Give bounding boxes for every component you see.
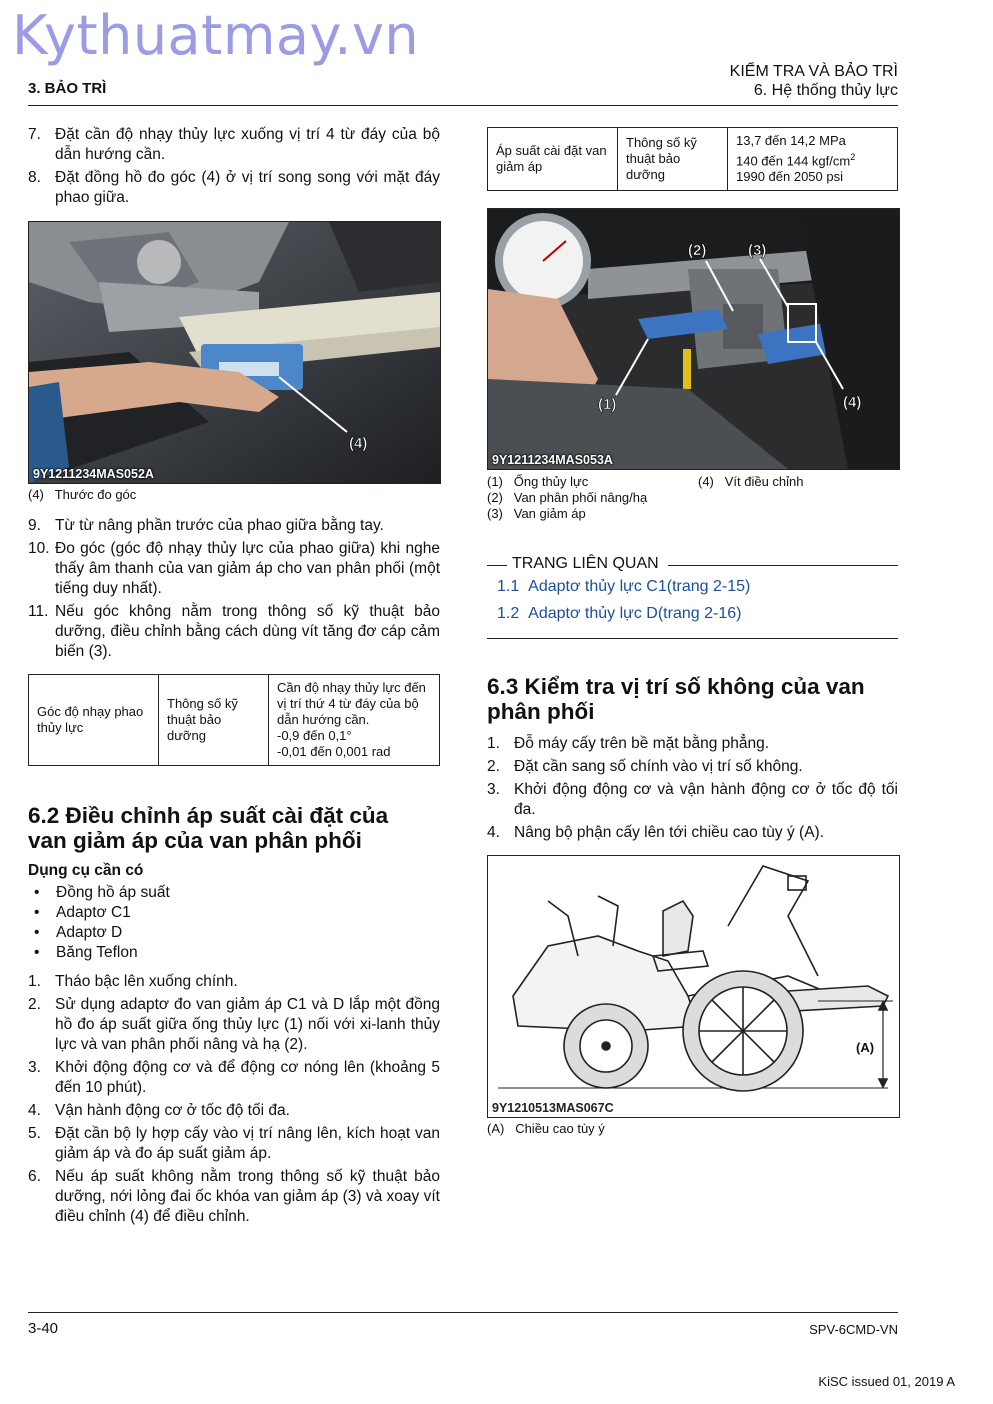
tools-list [28,883,440,963]
related-pages-title: TRANG LIÊN QUAN [512,555,659,572]
related-link-d[interactable]: 1.2 Adaptơ thủy lực D(trang 2-16) [497,605,742,622]
list-item: 8. Đặt đồng hồ đo góc (4) ở vị trí song song với mặt đáy phao giữa. [28,169,440,206]
photo1-code: 9Y1211234MAS052A [33,467,154,481]
section-heading-6-3: 6.3 Kiểm tra vị trí số không của van phân phối [487,674,865,724]
diagram-caption: (A) Chiều cao tùy ý [487,1121,605,1136]
list-item: 2. Đặt cần sang số chính vào vị trí số không. [487,758,803,775]
section-header: 3. BẢO TRÌ [28,80,107,97]
list-item: • Đồng hồ áp suất [34,884,170,901]
photo1-caption: (4) Thước đo góc [28,487,137,502]
section-heading-6-2: 6.2 Điều chỉnh áp suất cài đặt của van giảm áp của van phân phối [28,803,389,853]
steps-list-a [28,125,440,211]
list-item: • Adaptơ C1 [34,904,131,921]
diagram-code: 9Y1210513MAS067C [492,1101,614,1115]
photo2-code: 9Y1211234MAS053A [492,453,613,467]
list-item: 9. Từ từ nâng phần trước của phao giữa bằng tay. [28,517,384,534]
table-cell: Góc độ nhạy phao thủy lực [29,675,159,766]
list-item: 11. Nếu góc không nằm trong thông số kỹ thuật bảo dưỡng, điều chỉnh bằng cách dùng vít tăng đơ cáp cảm biến (3). [28,603,440,660]
list-item: • Adaptơ D [34,924,123,941]
list-item: 5. Đặt cần bộ ly hợp cấy vào vị trí nâng lên, kích hoạt van giảm áp và đo áp suất giảm áp. [28,1125,440,1162]
list-item: 3. Khởi động động cơ và để động cơ nóng lên (khoảng 5 đến 10 phút). [28,1059,440,1096]
photo2-callout-1: (1) [598,396,617,413]
angle-gauge-illustration [29,222,440,483]
list-item: 1. Tháo bậc lên xuống chính. [28,973,238,990]
table-cell: Thông số kỹ thuật bảo dưỡng [159,675,269,766]
watermark: Kythuatmay.vn [12,4,420,67]
angle-gauge-photo [28,221,441,484]
chapter-subtitle: 6. Hệ thống thủy lực [753,82,898,99]
list-item: 7. Đặt cần độ nhạy thủy lực xuống vị trí 4 từ đáy của bộ dẫn hướng cần. [28,126,440,163]
table-cell: Áp suất cài đặt van giảm áp [488,128,618,191]
list-item: 4. Vận hành động cơ ở tốc độ tối đa. [28,1102,290,1119]
footer-rule [28,1312,898,1313]
steps-list-c [28,972,440,1230]
header-rule [28,105,898,106]
related-rule-right [668,565,898,566]
related-link-c1[interactable]: 1.1 Adaptơ thủy lực C1(trang 2-15) [497,578,751,595]
table-cell: Cần độ nhạy thủy lực đến vị trí thứ 4 từ đáy của bộ dẫn hướng cần. -0,9 đến 0,1° -0,01 đến 0,001 rad [269,675,440,766]
pressure-gauge-illustration [488,209,899,469]
photo2-callout-3: (3) [748,242,767,259]
related-rule-bottom [487,638,898,639]
tools-title: Dụng cụ cần có [28,862,144,879]
list-item: 2. Sử dụng adaptơ đo van giảm áp C1 và D lắp một đồng hồ đo áp suất giữa ống thủy lực (1) nối với xi-lanh thủy lực và van phân phối nâng và hạ (2). [28,996,440,1053]
list-item: • Băng Teflon [34,944,138,961]
chapter-header [730,62,898,100]
transplanter-diagram [487,855,900,1118]
photo1-callout-label: (4) [349,435,368,452]
table-cell: 13,7 đến 14,2 MPa 140 đến 144 kgf/$cm^2$ 1990 đến 2050 psi [728,128,898,191]
page-number: 3-40 [28,1320,59,1337]
photo2-captions-right: (4) Vít điều chỉnh [698,474,804,489]
list-item: 10. Đo góc (góc độ nhạy thủy lực của phao giữa) khi nghe thấy âm thanh của van giảm áp cho van phân phối (một tiếng duy nhất). [28,540,440,597]
steps-list-d [487,734,898,846]
list-item: 6. Nếu áp suất không nằm trong thông số kỹ thuật bảo dưỡng, nới lỏng đai ốc khóa van giảm áp (3) và xoay vít điều chỉnh (4) để điều chỉnh. [28,1168,440,1225]
photo2-captions-left: (1) Ống thủy lực (2) Van phân phối nâng/hạ (3) Van giảm áp [487,474,648,521]
transplanter-line-drawing [488,856,899,1117]
chapter-title: KIỂM TRA VÀ BẢO TRÌ [729,63,898,80]
list-item: 3. Khởi động động cơ và vận hành động cơ ở tốc độ tối đa. [487,781,898,818]
document-code: SPV-6CMD-VN [809,1322,898,1337]
issue-note: KiSC issued 01, 2019 A [818,1374,955,1389]
diagram-height-label: (A) [856,1040,875,1055]
pressure-gauge-photo [487,208,900,470]
photo2-callout-2: (2) [688,242,707,259]
related-rule-left [487,565,507,566]
table-cell: Thông số kỹ thuật bảo dưỡng [618,128,728,191]
photo2-callout-4: (4) [843,394,862,411]
float-angle-spec-table [28,674,440,766]
relief-pressure-spec-table [487,127,898,191]
steps-list-b [28,516,440,665]
list-item: 4. Nâng bộ phận cấy lên tới chiều cao tùy ý (A). [487,824,824,841]
list-item: 1. Đỗ máy cấy trên bề mặt bằng phẳng. [487,735,770,752]
